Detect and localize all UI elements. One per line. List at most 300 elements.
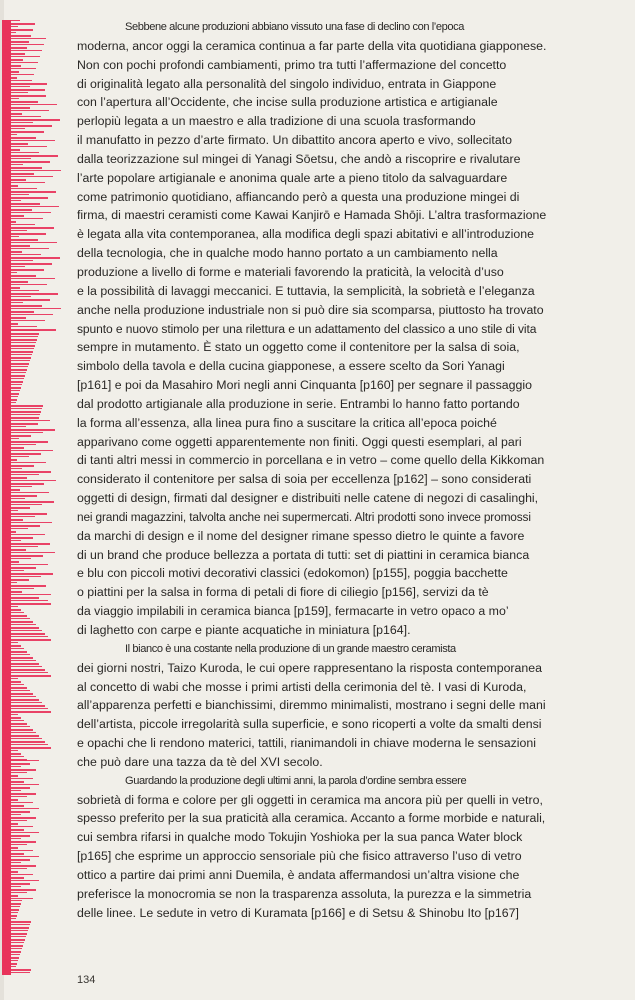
index-tab-line	[2, 666, 42, 667]
index-tab-line	[2, 853, 24, 855]
index-tab-line	[2, 290, 39, 291]
index-tab-line	[2, 796, 27, 797]
index-tab-line	[2, 606, 18, 607]
text-line: dei giorni nostri, Taizo Kuroda, le cui opere rappresentano la risposta contemporanea	[77, 660, 542, 675]
index-tab-line	[2, 720, 24, 721]
index-tab-line	[2, 966, 16, 967]
index-tab-line	[2, 477, 27, 479]
index-tab-line	[2, 281, 28, 283]
text-line: apparivano come oggetti apparentemente non finiti. Oggi questi esemplari, al pari	[77, 434, 522, 449]
text-line: all’apparenza perfetti e bianchissimi, diremmo minimalisti, mostrano i segni delle mani	[77, 698, 546, 713]
index-tab-line	[2, 233, 46, 235]
index-tab-line	[2, 618, 30, 619]
text-line: il manufatto in pezzo d’arte firmato. Un dibattito ancora aperto e vivo, sollecitato	[77, 133, 513, 148]
text-line: [p165] che esprime un approccio sensoriale più che fisico attraverso l’uso di vetro	[77, 849, 522, 864]
index-tab-line	[2, 633, 45, 635]
index-tab-line	[2, 805, 24, 807]
index-tab-line	[2, 98, 19, 99]
index-tab-line	[2, 883, 30, 885]
index-tab-line	[2, 772, 27, 773]
index-tab-line	[2, 850, 33, 851]
index-tab-line	[2, 963, 17, 965]
index-tab-line	[2, 862, 21, 863]
index-tab-line	[2, 735, 39, 737]
index-tab-line	[2, 423, 38, 425]
index-tab-line	[2, 113, 22, 115]
index-tab-line	[2, 933, 27, 935]
index-tab-line	[2, 868, 27, 869]
index-tab-line	[2, 305, 42, 307]
text-line: firma, di maestri ceramisti come Kawai Kanjirō e Hamada Shōji. L’altra trasformazione	[77, 208, 547, 223]
index-tab-line	[2, 447, 24, 449]
index-tab-line	[2, 134, 17, 135]
index-tab-line	[2, 936, 26, 937]
text-line: perlopiù legata a un maestro e alla tradizione di una scuola trasformando	[77, 114, 476, 129]
index-tab-line	[2, 510, 18, 511]
index-tab-line	[2, 489, 20, 491]
index-tab-line	[2, 68, 36, 69]
index-tab-line	[2, 206, 59, 207]
index-tab-line	[2, 519, 23, 521]
index-tab-line	[2, 711, 51, 713]
index-tab-line	[2, 185, 18, 187]
index-tab-line	[2, 474, 39, 475]
index-tab-line	[2, 26, 18, 27]
index-tab-line	[2, 844, 27, 845]
index-tab-line	[2, 287, 20, 289]
index-tab-line	[2, 245, 30, 247]
index-tab-line	[2, 501, 54, 503]
index-tab-line	[2, 284, 47, 285]
index-tab-line	[2, 880, 39, 881]
index-tab-line	[2, 558, 31, 559]
index-tab-line	[2, 856, 39, 857]
index-tab-line	[2, 302, 23, 303]
index-tab-line	[2, 411, 41, 413]
index-tab-line	[2, 600, 48, 601]
index-tab-line	[2, 621, 33, 623]
index-tab-line	[2, 924, 30, 925]
index-tab-line	[2, 660, 36, 661]
index-tab-line	[2, 408, 42, 409]
index-tab-line	[2, 576, 41, 577]
index-tab-line	[2, 859, 30, 861]
index-tab-line	[2, 173, 34, 175]
page-number: 134	[77, 974, 96, 986]
index-tab-line	[2, 732, 36, 733]
index-tab-line	[2, 811, 30, 813]
index-tab-line	[2, 579, 29, 581]
text-line: produzione a livello di forme e materiali favorendo la praticità, la velocità d’uso	[77, 264, 504, 279]
index-tab-line	[2, 945, 23, 947]
index-tab-line	[2, 930, 28, 931]
index-tab-line	[2, 348, 34, 349]
index-tab-line	[2, 972, 30, 973]
text-line: cui sembra rifarsi in qualche modo Tokujin Yoshioka per la sua panca Water block	[77, 830, 523, 845]
index-tab-line	[2, 339, 37, 341]
index-tab-line	[2, 921, 31, 923]
index-tab-line	[2, 555, 43, 557]
index-tab-line	[2, 119, 60, 121]
index-tab-line	[2, 543, 50, 545]
text-line: considerato il contenitore per salsa di soia per eccellenza [p162] – sono considerati	[77, 472, 532, 487]
index-tab-line	[2, 663, 39, 665]
index-tab-line	[2, 369, 27, 371]
index-tab-line	[2, 615, 27, 617]
index-tab-line	[2, 354, 32, 355]
index-tab-line	[2, 790, 21, 791]
index-tab-line	[2, 954, 20, 955]
index-tab-line	[2, 690, 30, 691]
index-tab-line	[2, 363, 29, 365]
index-tab-line	[2, 672, 48, 673]
index-tab-line	[2, 564, 48, 565]
index-tab-line	[2, 167, 42, 169]
index-tab-line	[2, 405, 43, 407]
index-tab-line	[2, 236, 19, 237]
index-tab-line	[2, 498, 25, 499]
index-tab-line	[2, 525, 40, 527]
index-tab-line	[2, 426, 26, 427]
index-tab-line	[2, 784, 39, 785]
index-tab-line	[2, 95, 46, 97]
index-tab-line	[2, 630, 42, 631]
paragraph	[77, 18, 545, 640]
index-tab-line	[2, 471, 51, 473]
index-tab-line	[2, 549, 26, 551]
text-line: da viaggio impilabili in ceramica bianca [p159], fermacarte in vetro opaco a mo’	[77, 604, 509, 619]
index-tab-line	[2, 137, 36, 139]
index-tab-line	[2, 726, 30, 727]
index-tab-line	[2, 80, 32, 81]
index-tab-line	[2, 951, 21, 953]
index-tab-line	[2, 948, 22, 949]
index-tab-line	[2, 378, 24, 379]
index-tab-line	[2, 495, 37, 497]
index-tab-line	[2, 729, 33, 731]
index-tab-line	[2, 101, 38, 103]
index-tab-line	[2, 381, 23, 383]
text-line: come patrimonio quotidiano, affiancando però a questa una produzione mingei di	[77, 189, 520, 204]
index-tab-line	[2, 86, 30, 87]
index-tab-line	[2, 326, 37, 327]
index-tab-line	[2, 296, 31, 297]
text-line: con l’apertura all’Occidente, che incise sulla produzione artistica e artigianale	[77, 95, 498, 110]
index-tab-line	[2, 942, 24, 943]
index-tab-line	[2, 278, 55, 279]
index-tab-line	[2, 357, 31, 359]
text-line: al concetto di wabi che mosse i primi artisti della cerimonia del tè. I vasi di Kuroda,	[77, 679, 527, 694]
index-tab-line	[2, 939, 25, 941]
index-tab-line	[2, 639, 51, 641]
index-tab-line	[2, 402, 16, 403]
index-tab-line	[2, 314, 53, 315]
text-line: spunto e nuovo stimolo per una rilettura e un adattamento del classico a uno stile di vita	[77, 321, 537, 336]
index-tab-line	[2, 645, 21, 647]
index-tab-line	[2, 266, 25, 267]
index-tab-line	[2, 808, 39, 809]
index-tab-line	[2, 417, 39, 419]
index-tab-line	[2, 32, 16, 33]
index-tab-line	[2, 89, 45, 91]
index-tab-line	[2, 750, 18, 751]
index-tab-line	[2, 561, 19, 563]
index-tab-line	[2, 516, 35, 517]
index-tab-line	[2, 260, 33, 261]
index-tab-line	[2, 345, 35, 347]
index-tab-line	[2, 71, 19, 73]
index-tab-line	[2, 960, 18, 961]
index-tab-line	[2, 492, 49, 493]
index-tab-line	[2, 74, 34, 75]
index-tab-line	[2, 582, 17, 583]
index-tab-line	[2, 227, 54, 229]
index-tab-line	[2, 456, 29, 457]
index-tab-line	[2, 657, 33, 659]
text-line: di un brand che produce bellezza a portata di tutti: set di piattini in ceramica bianca	[77, 547, 530, 562]
text-line: della tecnologia, che in qualche modo hanno portato a un cambiamento nella	[77, 246, 498, 261]
index-tab-line	[2, 756, 24, 757]
index-tab-line	[2, 351, 33, 353]
text-line: spesso preferito per la sua praticità alla ceramica. Accanto a forme morbide e naturali,	[77, 811, 546, 826]
index-tab-line	[2, 143, 28, 145]
index-tab-line	[2, 684, 24, 685]
index-tab-line	[2, 450, 53, 451]
index-tab-line	[2, 708, 48, 709]
index-tab-line	[2, 874, 33, 875]
index-tab-line	[2, 775, 18, 777]
index-tab-line	[2, 817, 36, 819]
index-tab-line	[2, 399, 17, 401]
index-tab-line	[2, 104, 57, 105]
index-tab-line	[2, 414, 40, 415]
index-tab-line	[2, 465, 34, 467]
index-tab-line	[2, 248, 49, 249]
index-tab-line	[2, 221, 16, 223]
index-tab-line	[2, 814, 21, 815]
index-tab-line	[2, 597, 39, 599]
index-tab-line	[2, 62, 38, 63]
text-line: Non con pochi profondi cambiamenti, primo tra tutti l’affermazione del concetto	[77, 57, 507, 72]
index-tab-line	[2, 799, 18, 801]
index-tab-line	[2, 483, 44, 485]
text-line: di originalità legato alla personalità del singolo individuo, entrata in Giappone	[77, 76, 497, 91]
index-tab-line	[2, 131, 44, 133]
index-tab-line	[2, 927, 29, 929]
index-tab-line	[2, 753, 21, 755]
index-tab-line	[2, 624, 36, 625]
index-tab-line	[2, 116, 41, 117]
index-tab-line	[2, 871, 18, 873]
index-tab-line	[2, 272, 17, 273]
index-tab-line	[2, 146, 47, 147]
index-tab-line	[2, 158, 31, 159]
index-tab-line	[2, 829, 24, 831]
index-tab-line	[2, 387, 21, 389]
index-tab-line	[2, 787, 30, 789]
index-tab-line	[2, 585, 46, 587]
text-line: è legata alla vita contemporanea, alla modifica degli spazi abitativi e all’introduzione	[77, 227, 534, 242]
index-tab-line	[2, 140, 55, 141]
index-tab-line	[2, 242, 57, 243]
index-tab-line	[2, 744, 48, 745]
index-tab-line	[2, 865, 36, 867]
paragraph	[77, 640, 545, 772]
index-tab-line	[2, 681, 21, 683]
index-tab-line	[2, 766, 21, 767]
text-line: o piattini per la salsa in forma di petali di fiore di ciliegio [p156], servizi da tè	[77, 585, 489, 600]
index-tab-line	[2, 44, 44, 45]
index-tab-line	[2, 360, 30, 361]
index-tab-line	[2, 110, 49, 111]
index-tab-line	[2, 161, 50, 163]
index-tab-line	[2, 820, 27, 821]
index-tab-line	[2, 898, 33, 899]
index-tab-line	[2, 705, 45, 707]
index-tab-line	[2, 648, 24, 649]
index-tab-line	[2, 609, 21, 611]
index-tab-line	[2, 573, 53, 575]
index-tab-line	[2, 239, 38, 241]
index-tab-line	[2, 170, 61, 171]
text-line: anche nella produzione industriale non si può dire sia scomparsa, piuttosto ha trovato	[77, 302, 544, 317]
index-tab-line	[2, 209, 32, 211]
index-tab-line	[2, 122, 33, 123]
index-tab-line	[2, 912, 18, 913]
index-tab-line	[2, 886, 21, 887]
text-line: ottico a partire dai primi anni Duemila, è andata affermandosi un’altra visione che	[77, 867, 520, 882]
index-tab-line	[2, 900, 22, 901]
index-tab-line	[2, 459, 17, 461]
index-tab-line	[2, 612, 24, 613]
index-tab-line	[2, 269, 44, 271]
index-tab-line	[2, 308, 61, 309]
index-tab-line	[2, 149, 20, 151]
index-tab-line	[2, 534, 45, 535]
index-tab-line	[2, 699, 39, 701]
index-tab-line	[2, 702, 42, 703]
index-tab-line	[2, 230, 27, 231]
index-tab-line	[2, 197, 48, 199]
index-tab-line	[2, 254, 41, 255]
index-tab-line	[2, 504, 42, 505]
index-tab-line	[2, 522, 52, 523]
text-line: dell’artista, piccole irregolarità sulla superficie, e sono ricoperti a volte da smalti densi	[77, 717, 542, 732]
index-tab-line	[2, 877, 24, 879]
index-tab-line	[2, 669, 45, 671]
index-tab-line	[2, 717, 21, 719]
text-line: di tanti altri messi in commercio in porcellana e in vetro – come quello della Kikkoman	[77, 453, 545, 468]
index-tab-line	[2, 432, 43, 433]
index-tab-line	[2, 781, 24, 783]
index-tab-line	[2, 763, 30, 765]
index-tab-line	[2, 651, 27, 653]
text-line: e la possibilità di lavaggi meccanici. E tuttavia, la semplicità, la sobrietà e l’eleganza	[77, 283, 535, 298]
index-tab-line	[2, 507, 30, 509]
index-tab-line	[2, 627, 39, 629]
index-tab-line	[2, 59, 23, 61]
index-tab-line	[2, 257, 60, 259]
index-tab-line	[2, 23, 35, 25]
index-tab-line	[2, 203, 40, 205]
index-tab-line	[2, 176, 53, 177]
index-tab-line	[2, 438, 19, 439]
index-tab-line	[2, 56, 40, 57]
index-tab-line	[2, 540, 21, 541]
text-line: dalla teorizzazione sul mingei di Yanagi Sōetsu, che andò a riscoprire e rivalutare	[77, 151, 521, 166]
index-tab-line	[2, 155, 58, 157]
index-tab-line	[2, 889, 36, 891]
index-tab-line	[2, 675, 51, 677]
index-tab-line	[2, 909, 19, 911]
index-tab-line	[2, 823, 18, 825]
index-tab-line	[2, 179, 26, 181]
index-tab-line	[2, 342, 36, 343]
index-tab-line	[2, 603, 51, 605]
index-tab-line	[2, 194, 29, 195]
index-tab-line	[2, 323, 18, 325]
index-tab-line	[2, 333, 39, 335]
text-line: delle linee. Le sedute in vetro di Kuramata [p166] e di Setsu & Shinobu Ito [p167]	[77, 905, 519, 920]
index-tab-line	[2, 191, 56, 193]
index-tab-line	[2, 92, 28, 93]
index-tab-line	[2, 317, 26, 319]
index-tab-line	[2, 570, 24, 571]
index-tab-line	[2, 107, 30, 109]
index-tab-line	[2, 372, 26, 373]
index-tab-line	[2, 915, 17, 917]
index-tab-line	[2, 696, 36, 697]
text-line: Il bianco è una costante nella produzione di un grande maestro ceramista	[125, 642, 456, 655]
text-line: preferisce la monocromia se non la trasparenza assoluta, la purezza e la simmetria	[77, 886, 532, 901]
index-tab-line	[2, 957, 19, 959]
index-tab-line	[2, 47, 27, 49]
text-line: l’arte popolare artigianale e anonima quale arte a pieno titolo da salvaguardare	[77, 170, 508, 185]
index-tab-line	[2, 263, 52, 265]
index-tab-line	[2, 906, 20, 907]
index-tab-line	[2, 330, 40, 331]
index-tab-line	[2, 793, 36, 795]
index-tab-line	[2, 760, 39, 761]
index-tab-line	[2, 311, 34, 313]
index-tab-line	[2, 384, 22, 385]
index-tab-line	[2, 693, 33, 695]
index-tab-line	[2, 20, 20, 21]
text-line: simbolo della tavola e della cucina giapponese, a essere scelto da Sori Yanagi	[77, 359, 505, 374]
index-tab-line	[2, 125, 52, 127]
text-line: da marchi di design e il nome del designer rimane spesso dietro le quinte a favore	[77, 528, 525, 543]
index-tab-line	[2, 188, 37, 189]
text-line: sobrietà di forma e colore per gli oggetti in ceramica ma ancora più per quelli in vetro,	[77, 792, 543, 807]
index-tab-line	[2, 53, 25, 55]
index-tab-line	[2, 486, 32, 487]
index-tab-line	[2, 594, 51, 595]
index-tab-line	[2, 390, 20, 391]
text-line: che può dare una tazza da tè del XVI secolo.	[77, 754, 323, 769]
index-tab-line	[2, 215, 24, 217]
index-tab-line	[2, 375, 25, 377]
index-tab-line	[2, 453, 41, 455]
index-tab-line	[2, 299, 50, 301]
index-tab-line	[2, 275, 36, 277]
index-tab-line	[2, 723, 27, 725]
index-tab-line	[2, 366, 28, 367]
text-line: dal prodotto artigianale alla produzione in serie. Entrambi lo hanno fatto portando	[77, 396, 520, 411]
index-tab-line	[2, 969, 31, 971]
index-tab-line	[2, 41, 29, 43]
index-tab-line	[2, 435, 31, 437]
index-tab-line	[2, 420, 50, 421]
